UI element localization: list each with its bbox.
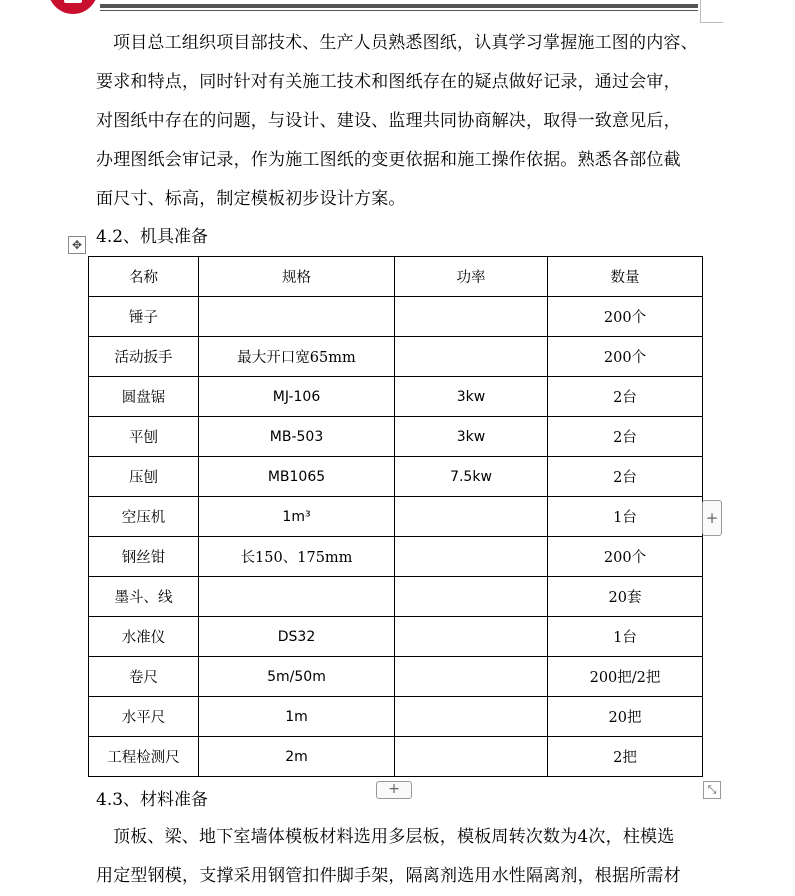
paragraph-line: 用定型钢模，支撑采用钢管扣件脚手架，隔离剂选用水性隔离剂，根据所需材 bbox=[96, 866, 681, 886]
cell-quantity: 1台 bbox=[548, 617, 703, 657]
cell-name: 压刨 bbox=[89, 457, 199, 497]
page-corner-mark bbox=[700, 0, 723, 23]
cell-spec: 2m bbox=[199, 737, 395, 777]
section-heading-equipment: 4.2、机具准备 bbox=[96, 227, 209, 247]
cell-spec: MB-503 bbox=[199, 417, 395, 457]
cell-quantity: 2台 bbox=[548, 457, 703, 497]
table-row bbox=[89, 617, 703, 657]
cell-quantity: 200个 bbox=[548, 337, 703, 377]
cell-power bbox=[395, 737, 548, 777]
cell-spec: DS32 bbox=[199, 617, 395, 657]
cell-power bbox=[395, 337, 548, 377]
cell-spec bbox=[199, 577, 395, 617]
cell-name: 锤子 bbox=[89, 297, 199, 337]
cell-name: 水平尺 bbox=[89, 697, 199, 737]
cell-name: 圆盘锯 bbox=[89, 377, 199, 417]
table-row bbox=[89, 417, 703, 457]
cell-power bbox=[395, 537, 548, 577]
materials-paragraph bbox=[96, 818, 708, 896]
cell-power: 3kw bbox=[395, 377, 548, 417]
header-rule bbox=[100, 4, 698, 8]
cell-quantity: 2台 bbox=[548, 377, 703, 417]
paragraph-line: 对图纸中存在的问题，与设计、建设、监理共同协商解决，取得一致意见后， bbox=[96, 111, 681, 131]
cell-spec: 5m/50m bbox=[199, 657, 395, 697]
cell-power bbox=[395, 657, 548, 697]
cell-quantity: 1台 bbox=[548, 497, 703, 537]
cell-name: 卷尺 bbox=[89, 657, 199, 697]
cell-quantity: 200个 bbox=[548, 537, 703, 577]
section-heading-materials: 4.3、材料准备 bbox=[96, 790, 209, 810]
intro-paragraph bbox=[96, 24, 708, 219]
table-row bbox=[89, 457, 703, 497]
cell-power: 7.5kw bbox=[395, 457, 548, 497]
table-row bbox=[89, 497, 703, 537]
table-row bbox=[89, 337, 703, 377]
table-move-handle-icon[interactable]: ✥ bbox=[68, 236, 86, 254]
cell-spec: 长150、175mm bbox=[199, 537, 395, 577]
table-row bbox=[89, 657, 703, 697]
cell-quantity: 200个 bbox=[548, 297, 703, 337]
table-resize-handle-icon[interactable]: ⤡ bbox=[703, 781, 721, 799]
paragraph-line: 面尺寸、标高，制定模板初步设计方案。 bbox=[96, 189, 406, 209]
add-column-button[interactable]: + bbox=[702, 500, 722, 536]
cell-name: 空压机 bbox=[89, 497, 199, 537]
paragraph-line: 办理图纸会审记录，作为施工图纸的变更依据和施工操作依据。熟悉各部位截 bbox=[96, 150, 681, 170]
cell-quantity: 20套 bbox=[548, 577, 703, 617]
cell-name: 钢丝钳 bbox=[89, 537, 199, 577]
paragraph-line: 项目总工组织项目部技术、生产人员熟悉图纸，认真学习掌握施工图的内容、 bbox=[113, 33, 698, 53]
cell-power bbox=[395, 497, 548, 537]
cell-quantity: 2把 bbox=[548, 737, 703, 777]
cell-name: 活动扳手 bbox=[89, 337, 199, 377]
cell-name: 水准仪 bbox=[89, 617, 199, 657]
table-row bbox=[89, 537, 703, 577]
cell-spec: 1m³ bbox=[199, 497, 395, 537]
cell-power bbox=[395, 297, 548, 337]
table-header-row bbox=[89, 257, 703, 297]
cell-power: 3kw bbox=[395, 417, 548, 457]
table-row bbox=[89, 377, 703, 417]
table-row bbox=[89, 697, 703, 737]
cell-power bbox=[395, 617, 548, 657]
header-quantity: 数量 bbox=[548, 257, 703, 297]
cell-spec: 1m bbox=[199, 697, 395, 737]
table-row bbox=[89, 737, 703, 777]
cell-spec bbox=[199, 297, 395, 337]
paragraph-line: 顶板、梁、地下室墙体模板材料选用多层板，模板周转次数为4次，柱模选 bbox=[113, 827, 675, 847]
cell-power bbox=[395, 577, 548, 617]
header-power: 功率 bbox=[395, 257, 548, 297]
header-name: 名称 bbox=[89, 257, 199, 297]
header-spec: 规格 bbox=[199, 257, 395, 297]
table-row bbox=[89, 297, 703, 337]
table-row bbox=[89, 577, 703, 617]
company-logo bbox=[48, 0, 98, 14]
cell-spec: MJ-106 bbox=[199, 377, 395, 417]
cell-spec: 最大开口宽65mm bbox=[199, 337, 395, 377]
header-rule-thin bbox=[100, 10, 698, 11]
cell-quantity: 2台 bbox=[548, 417, 703, 457]
cell-name: 工程检测尺 bbox=[89, 737, 199, 777]
cell-quantity: 200把/2把 bbox=[548, 657, 703, 697]
cell-quantity: 20把 bbox=[548, 697, 703, 737]
cell-power bbox=[395, 697, 548, 737]
cell-name: 平刨 bbox=[89, 417, 199, 457]
cell-name: 墨斗、线 bbox=[89, 577, 199, 617]
add-row-button[interactable]: + bbox=[376, 781, 412, 799]
cell-spec: MB1065 bbox=[199, 457, 395, 497]
paragraph-line: 要求和特点，同时针对有关施工技术和图纸存在的疑点做好记录，通过会审， bbox=[96, 72, 681, 92]
equipment-table bbox=[88, 256, 703, 777]
